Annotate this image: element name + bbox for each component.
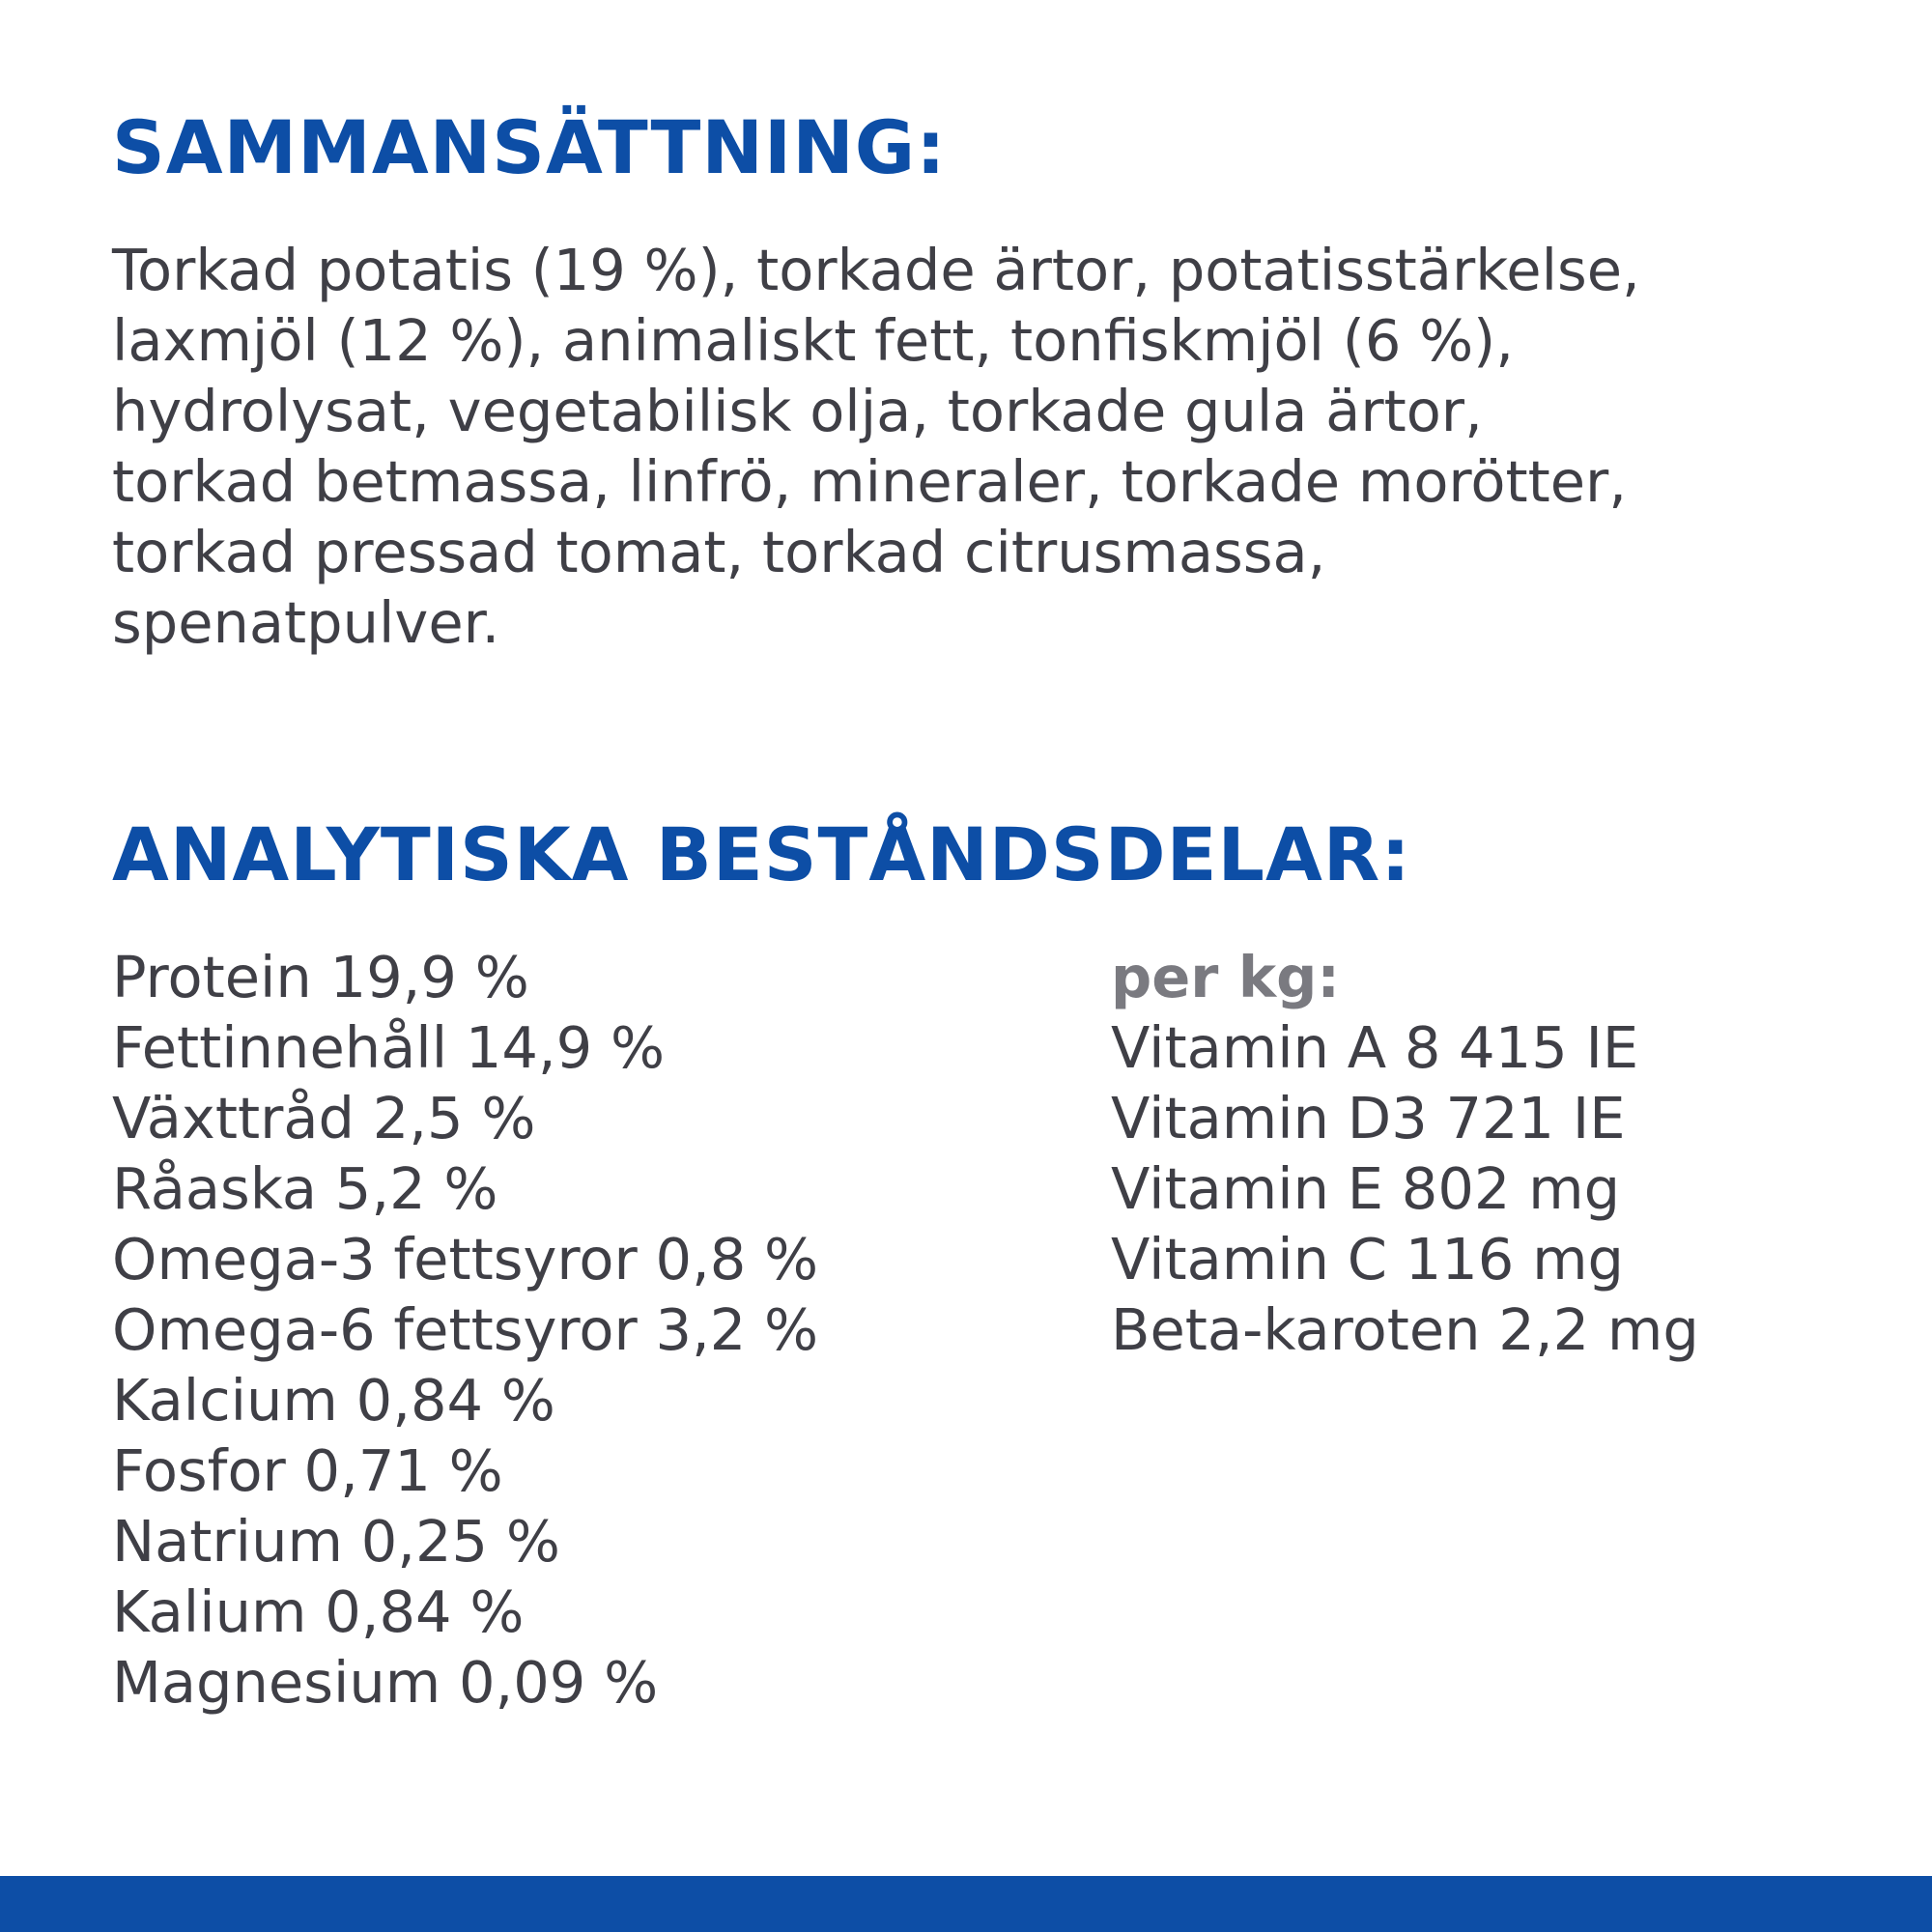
bottom-brand-bar (0, 1876, 1932, 1932)
composition-line: Torkad potatis (19 %), torkade ärtor, potatisstärkelse, (112, 237, 1640, 303)
constituent-item: Växttråd 2,5 % (112, 1085, 536, 1151)
constituent-item: Omega-6 fettsyror 3,2 % (112, 1296, 819, 1363)
vitamin-item: Vitamin C 116 mg (1111, 1226, 1624, 1293)
vitamin-item: Vitamin A 8 415 IE (1111, 1014, 1639, 1081)
analytical-heading: ANALYTISKA BESTÅNDSDELAR: (112, 811, 1411, 897)
composition-line: laxmjöl (12 %), animaliskt fett, tonfiskmjöl (6 %), (112, 307, 1514, 374)
constituent-item: Kalcium 0,84 % (112, 1367, 555, 1434)
analytical-constituents-list (112, 942, 818, 1718)
composition-line: spenatpulver. (112, 589, 500, 656)
vitamin-item: Beta-karoten 2,2 mg (1111, 1296, 1699, 1363)
constituent-item: Råaska 5,2 % (112, 1155, 498, 1222)
constituent-item: Protein 19,9 % (112, 944, 529, 1010)
composition-line: hydrolysat, vegetabilisk olja, torkade gula ärtor, (112, 378, 1483, 444)
per-kg-subheading: per kg: (1111, 944, 1340, 1010)
constituent-item: Fettinnehåll 14,9 % (112, 1014, 666, 1081)
composition-line: torkad pressad tomat, torkad citrusmassa, (112, 519, 1326, 585)
constituent-item: Kalium 0,84 % (112, 1578, 525, 1645)
vitamin-item: Vitamin E 802 mg (1111, 1155, 1621, 1222)
constituent-item: Omega-3 fettsyror 0,8 % (112, 1226, 819, 1293)
composition-text (112, 235, 1909, 658)
vitamin-item: Vitamin D3 721 IE (1111, 1085, 1626, 1151)
constituent-item: Natrium 0,25 % (112, 1508, 560, 1575)
composition-heading: SAMMANSÄTTNING: (112, 104, 947, 190)
composition-line: torkad betmassa, linfrö, mineraler, torkade morötter, (112, 448, 1628, 515)
constituent-item: Fosfor 0,71 % (112, 1437, 503, 1504)
constituent-item: Magnesium 0,09 % (112, 1649, 659, 1716)
vitamins-list (1111, 942, 1699, 1365)
